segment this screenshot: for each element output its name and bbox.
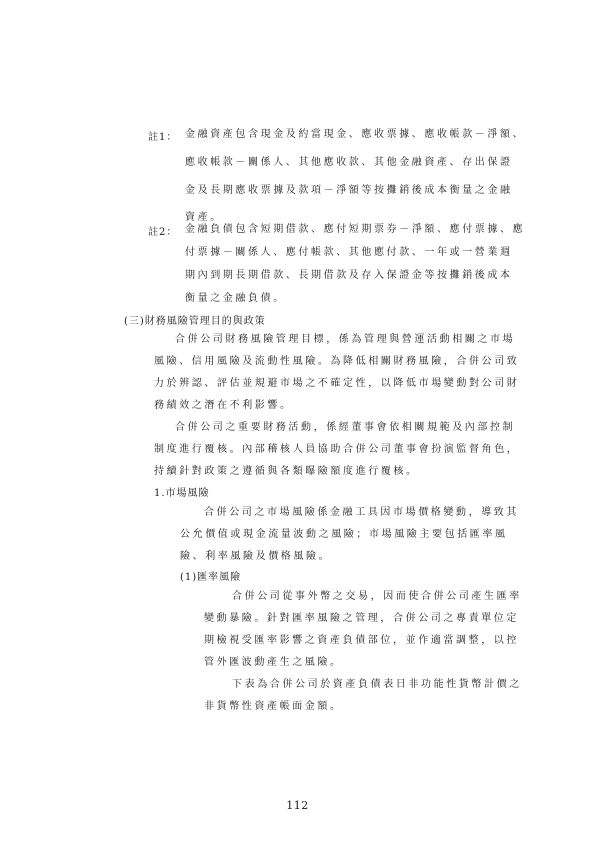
section3-para2-line: 合併公司之重要財務活動，係經董事會依相關規範及內部控制 [175,422,516,433]
subitem1-para1-line: 期檢視受匯率影響之資產負債部位，並作適當調整，以控 [204,635,519,646]
note1-line: 應收帳款－關係人、其他應收款、其他金融資產、存出保證 [185,157,513,168]
page-number: 112 [286,799,309,812]
note1-line: 金融資產包含現金及約當現金、應收票據、應收帳款－淨額、 [185,129,526,140]
note2-label: 註2： [148,227,178,238]
subitem1-para2-line: 下表為合併公司於資產負債表日非功能性貨幣計價之 [232,679,522,690]
note2-line: 金融負債包含短期借款、應付短期票券－淨額、應付票據、應 [185,224,526,235]
item1-para-line: 公允價值或現金流量波動之風險；市場風險主要包括匯率風 [180,529,508,540]
note1-line: 金及長期應收票據及款項－淨額等按攤銷後成本衡量之金融 [185,185,513,196]
item1-para-line: 合併公司之市場風險係金融工具因市場價格變動，導致其 [204,507,519,518]
section3-para2-line: 持續針對政策之遵循與各類曝險額度進行覆核。 [154,466,419,477]
item1-heading: 1.市場風險 [154,488,210,499]
section3-para1-line: 務績效之潛在不利影響。 [154,400,293,411]
note2-line: 付票據－關係人、應付帳款、其他應付款、一年或一營業週 [185,247,513,258]
subitem1-para1-line: 合併公司從事外幣之交易，因而使合併公司產生匯率 [232,591,522,602]
section3-para1-line: 風險、信用風險及流動性風險。為降低相關財務風險，合併公司致 [154,356,520,367]
section3-para1-line: 合併公司財務風險管理目標，係為管理與營運活動相關之市場 [175,334,516,345]
note1-line: 資產。 [185,212,223,223]
section3-para1-line: 力於辨認、評估並規避市場之不確定性，以降低市場變動對公司財 [154,378,520,389]
subitem1-heading: (1)匯率風險 [180,572,242,583]
subitem1-para2-line: 非貨幣性資產帳面金額。 [204,701,343,712]
subitem1-para1-line: 變動暴險。針對匯率風險之管理，合併公司之專責單位定 [204,613,519,624]
section3-para2-line: 制度進行覆核。內部稽核人員協助合併公司董事會扮演監督角色， [154,444,520,455]
subitem1-para1-line: 管外匯波動產生之風險。 [204,657,343,668]
note1-label: 註1： [148,132,178,143]
note2-line: 期內到期長期借款、長期借款及存入保證金等按攤銷後成本 [185,270,513,281]
note2-line: 衡量之金融負債。 [185,293,286,304]
section3-heading: (三)財務風險管理目的與政策 [124,316,266,327]
item1-para-line: 險、利率風險及價格風險。 [180,551,332,562]
